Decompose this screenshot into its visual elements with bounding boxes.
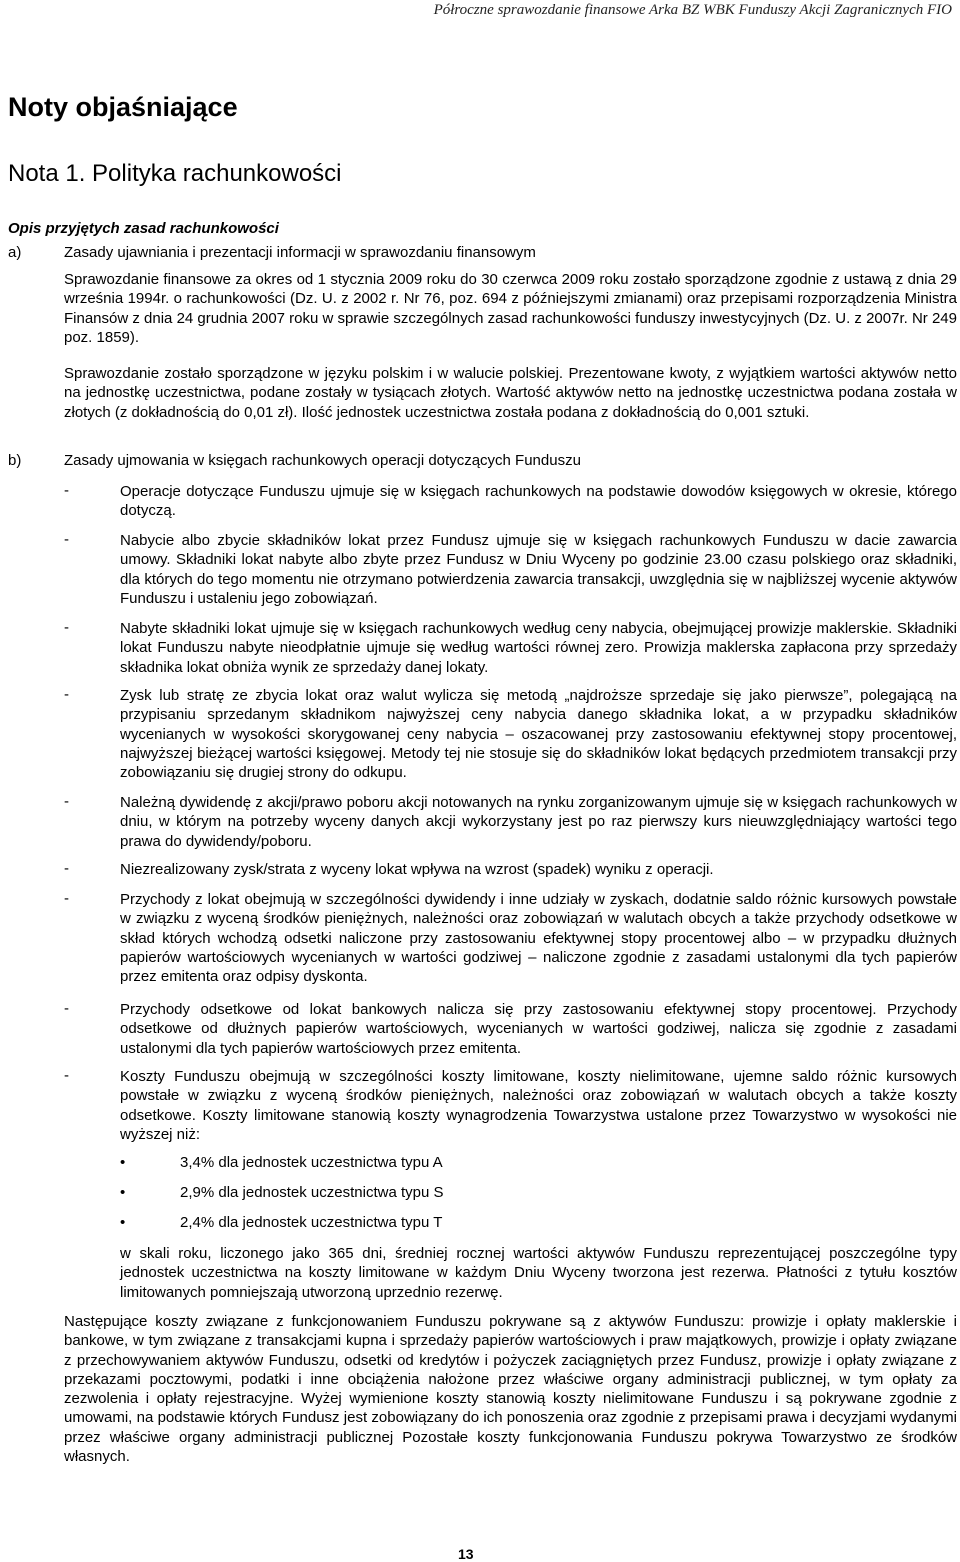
note-title: Nota 1. Polityka rachunkowości <box>8 160 342 187</box>
section-a-paragraph: Sprawozdanie finansowe za okres od 1 stycznia 2009 roku do 30 czerwca 2009 roku zostało sporządzone zgodnie z ustawą z dnia 29 września 1994r. o rachunkowości (Dz. U. z 2002 r. Nr 76, poz. 694 z późniejszymi zmianami) oraz przepisami rozporządzenia Ministra Finansów z dnia 24 grudnia 2007 roku w sprawie szczególnych zasad rachunkowości funduszy inwestycyjnych (Dz. U. z 2007r. Nr 249 poz. 1859). <box>64 271 957 346</box>
list-dash: - <box>64 793 69 810</box>
list-item: Zysk lub stratę ze zbycia lokat oraz walut wylicza się metodą „najdroższe sprzedaje się jako pierwsze”, polegającą na przypisaniu sprzedanym składnikom najwyższej ceny nabycia danego składnika lokat, a w przypadku składników wycenianych w wysokości skorygowanej ceny nabycia – oszacowanej przy zastosowaniu efektywnej stopy procentowej, najwyższej bieżącej wartości księgowej. Metody tej nie stosuje się do składników lokat będących przedmiotem transakcji przy zobowiązaniu się drugiej strony do odkupu. <box>120 687 957 782</box>
bullet-item: 2,9% dla jednostek uczestnictwa typu S <box>180 1184 444 1201</box>
bullet-item: 2,4% dla jednostek uczestnictwa typu T <box>180 1214 443 1231</box>
list-item: Nabycie albo zbycie składników lokat przez Fundusz ujmuje się w księgach rachunkowych Funduszu w dacie zawarcia umowy. Składniki lokat nabyte albo zbyte przez Fundusz w Dniu Wyceny po godzinie 23.00 czasu polskiego oraz składniki, dla których do tego momentu nie otrzymano potwierdzenia zawarcia transakcji, uwzględnia się w najbliższej wycenie aktywów Funduszu i ustaleniu jego zobowiązań. <box>120 532 957 607</box>
list-dash: - <box>64 619 69 636</box>
section-a-heading <box>8 244 536 261</box>
after-bullets-paragraph: w skali roku, liczonego jako 365 dni, średniej rocznej wartości aktywów Funduszu reprezentującej poszczególne typy jednostek uczestnictwa na koszty limitowane w każdym Dniu Wyceny tworzona jest rezerwa. Płatności z tytułu kosztów limitowanych pomniejszają utworzoną uprzednio rezerwę. <box>120 1245 957 1301</box>
closing-paragraph: Następujące koszty związane z funkcjonowaniem Funduszu pokrywane są z aktywów Funduszu: prowizje i opłaty maklerskie i bankowe, w tym związane z transakcjami kupna i sprzedaży papierów wartościowych i praw majątkowych, prowizje i opłaty związane z przechowywaniem aktywów Funduszu, odsetki od kredytów i pożyczek zaciągniętych przez Fundusz, prowizje i opłaty związane z przekazami pocztowymi, podatki i inne obciążenia nałożone przez właściwe organy administracji publicznej, w tym opłaty za zezwolenia i opłaty rejestracyjne. Wyżej wymienione koszty stanowią koszty nielimitowane Funduszu i są pokrywane zgodnie z umowami, na podstawie których Fundusz jest zobowiązany do ich ponoszenia oraz zgodnie z przepisami prawa i decyzjami wydanymi przez właściwe organy administracji publicznej Pozostałe koszty funkcjonowania Funduszu pokrywa Towarzystwo ze środków własnych. <box>64 1313 957 1466</box>
bullet-marker: • <box>120 1184 126 1201</box>
section-b-label: b) <box>8 452 22 469</box>
list-dash: - <box>64 531 69 548</box>
bullet-item: 3,4% dla jednostek uczestnictwa typu A <box>180 1154 443 1171</box>
section-b-heading-text: Zasady ujmowania w księgach rachunkowych operacji dotyczących Funduszu <box>64 452 581 469</box>
section-title: Opis przyjętych zasad rachunkowości <box>8 220 279 237</box>
list-item: Przychody odsetkowe od lokat bankowych nalicza się przy zastosowaniu efektywnej stopy procentowej. Przychody odsetkowe od dłużnych papierów wartościowych, wycenianych w wartości godziwej, nalicza się zgodnie z zasadami ustalonymi dla tych papierów wartościowych przez emitenta. <box>120 1001 957 1057</box>
list-dash: - <box>64 686 69 703</box>
list-item: Niezrealizowany zysk/strata z wyceny lokat wpływa na wzrost (spadek) wyniku z operacji. <box>120 861 714 878</box>
list-dash: - <box>64 890 69 907</box>
list-item: Przychody z lokat obejmują w szczególności dywidendy i inne udziały w zyskach, dodatnie saldo różnic kursowych powstałe w związku z wyceną środków pieniężnych, należności oraz zobowiązań w walutach obcych a także przychody odsetkowe w skład których wchodzą odsetki naliczone przy zastosowaniu efektywnej stopy procentowej albo – w przypadku dłużnych papierów wartościowych wycenianych w wartości godziwej – naliczone zgodnie z zasadami ustalonymi dla tych papierów przez emitenta oraz odpisy dyskonta. <box>120 891 957 986</box>
page-number: 13 <box>458 1546 474 1562</box>
list-item: Należną dywidendę z akcji/prawo poboru akcji notowanych na rynku zorganizowanym ujmuje się w księgach rachunkowych w dniu, w którym na potrzeby wyceny danych akcji wykorzystany jest po raz pierwszy kurs nieuwzględniający wartości tego prawa do dywidendy/poboru. <box>120 794 957 850</box>
section-a-label: a) <box>8 244 22 261</box>
bullet-marker: • <box>120 1154 126 1171</box>
list-dash: - <box>64 1000 69 1017</box>
document-title: Noty objaśniające <box>8 92 238 122</box>
list-item: Nabyte składniki lokat ujmuje się w księgach rachunkowych według ceny nabycia, obejmującej prowizje maklerskie. Składniki lokat Funduszu nabyte nieodpłatnie ujmuje się według wartości równej zero. Prowizja maklerska zapłacona przy sprzedaży składnika lokat obniża wynik ze sprzedaży danej lokaty. <box>120 620 957 676</box>
list-item: Koszty Funduszu obejmują w szczególności koszty limitowane, koszty nielimitowane, ujemne saldo różnic kursowych powstałe w związku z wyceną środków pieniężnych, należności oraz zobowiązań w walutach obcych a także koszty odsetkowe. Koszty limitowane stanowią koszty wynagrodzenia Towarzystwa ustalone przez Towarzystwo w wysokości nie wyższej niż: <box>120 1068 957 1143</box>
section-a-paragraph: Sprawozdanie zostało sporządzone w języku polskim i w walucie polskiej. Prezentowane kwoty, z wyjątkiem wartości aktywów netto na jednostkę uczestnictwa, podane zostały w tysiącach złotych. Wartość aktywów netto na jednostkę uczestnictwa podana została w złotych (z dokładnością do 0,01 zł). Ilość jednostek uczestnictwa została podana z dokładnością do 0,001 sztuki. <box>64 365 957 421</box>
list-dash: - <box>64 482 69 499</box>
section-a-heading-text: Zasady ujawniania i prezentacji informacji w sprawozdaniu finansowym <box>64 244 536 261</box>
running-header: Półroczne sprawozdanie finansowe Arka BZ WBK Funduszy Akcji Zagranicznych FIO <box>433 2 952 18</box>
bullet-marker: • <box>120 1214 126 1231</box>
section-b-heading <box>8 452 581 469</box>
list-item: Operacje dotyczące Funduszu ujmuje się w księgach rachunkowych na podstawie dowodów księgowych w okresie, którego dotyczą. <box>120 483 957 520</box>
list-dash: - <box>64 1067 69 1084</box>
list-dash: - <box>64 860 69 877</box>
